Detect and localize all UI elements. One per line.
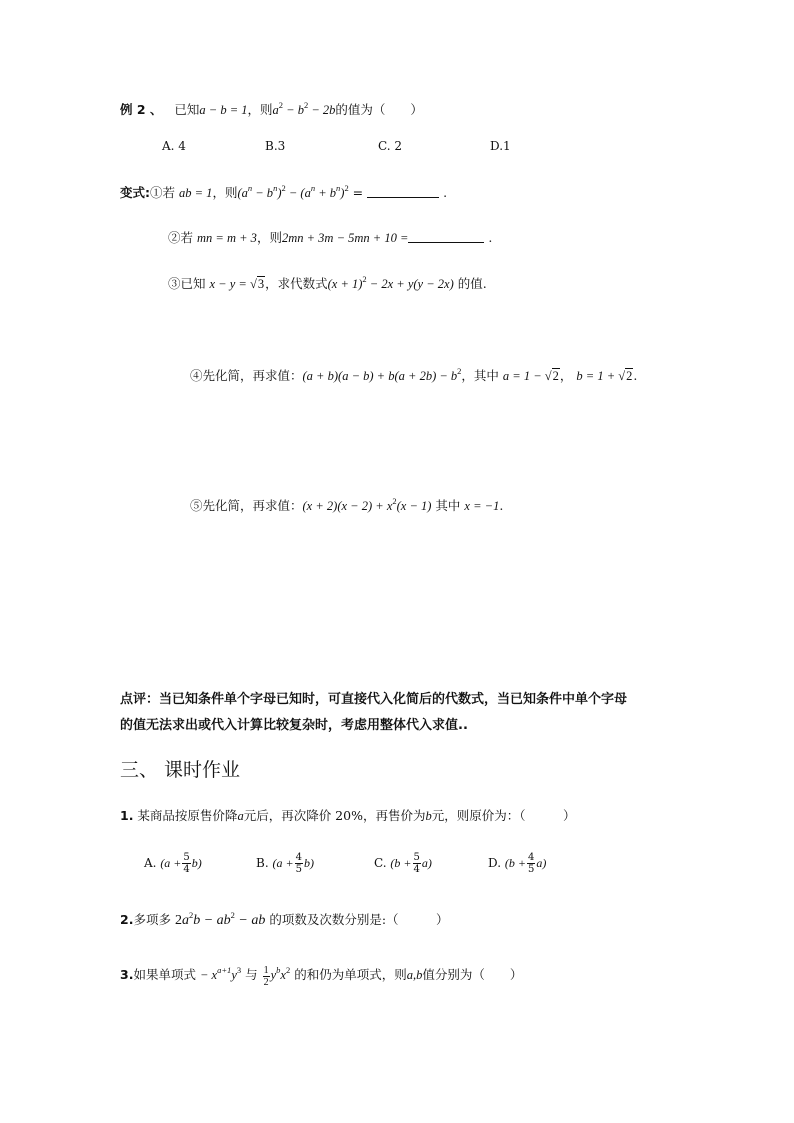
choice-d-tail: a) [536, 856, 547, 870]
hw-q1-choice-b [256, 850, 314, 876]
comment-line-1: 点评：当已知条件单个字母已知时，可直接代入化简后的代数式，当已知条件中单个字母 [120, 692, 628, 707]
variant-q2 [168, 228, 492, 248]
hw-q3-num: 3. [120, 967, 134, 982]
variant-q1 [120, 183, 447, 203]
variant-q2-blank [408, 230, 484, 243]
variant-q4-num: ④先化简，再求值： [190, 368, 303, 383]
hw-q3 [120, 962, 522, 988]
variant-q5-expression: $(x + 2)(x - 2) + x^2(x - 1)$ [302, 496, 432, 513]
hw-q2-num: 2. [120, 912, 134, 927]
hw-q2 [120, 910, 449, 931]
variant-label: 变式: [120, 185, 150, 200]
variant-q4-text-1: ，其中 [461, 368, 499, 383]
choice-b-tail: b) [303, 856, 314, 870]
variant-q3-expression: $(x + 1)^2 - 2x + y(y - 2x)$ [327, 274, 454, 291]
hw-q2-text-2: 的项数及次数分别是:（ ） [269, 912, 449, 927]
choice-d-fraction [527, 852, 535, 875]
variant-q1-num: ①若 [150, 185, 176, 200]
variant-q3-text-2: 的值. [457, 276, 487, 291]
choice-c-tail: a) [421, 856, 432, 870]
variant-q1-end: . [439, 185, 448, 200]
variant-q4-end: . [633, 368, 638, 383]
variant-q5-x-value: x = −1 [464, 499, 500, 513]
hw-q1-text-2: 元后，再次降价 20%，再售价为 [243, 808, 426, 823]
hw-q3-monomial-1: − $x^{a+1}y^3$ [199, 965, 242, 982]
example2-text-3: 的值为（ ） [335, 102, 423, 117]
hw-q1-choice-a [144, 850, 202, 876]
choice-c-label: C. [374, 856, 387, 870]
section-title: 三、 课时作业 [120, 759, 241, 781]
hw-q2-text-1: 多项多 [133, 912, 171, 927]
variant-q5-num: ⑤先化简，再求值： [190, 498, 303, 513]
hw-q1 [120, 806, 575, 826]
hw-q1-text-3: 元，则原价为：（ ） [431, 808, 576, 823]
choice-d-numerator: 4 [527, 852, 535, 863]
variant-q1-blank [367, 185, 439, 198]
example2-choice-a: A. 4 [162, 139, 186, 153]
choice-c-numerator: 5 [413, 852, 420, 863]
hw-q1-var-a: a [237, 809, 244, 823]
comment-line-2: 的值无法求出或代入计算比较复杂时，考虑用整体代入求值.. [120, 718, 468, 733]
example2-question [120, 100, 423, 120]
choice-a-lead: (a + [160, 856, 182, 870]
example2-text-1: 已知 [174, 102, 200, 117]
variant-q2-text: ，则 [256, 230, 282, 245]
hw-q3-monomial-2: $\frac{1}{2}$ $y^bx^2$ [263, 964, 291, 988]
hw-q1-choice-d [488, 850, 546, 876]
variant-q3 [168, 274, 487, 294]
example2-choice-c: C. 2 [378, 139, 403, 153]
choice-a-label: A. [144, 856, 157, 870]
choice-b-fraction [295, 852, 303, 875]
choice-a-denominator: 4 [183, 864, 190, 875]
hw-q3-text-3: 的和仍为单项式，则 [294, 967, 407, 982]
variant-q2-num: ②若 [168, 230, 194, 245]
choice-a-tail: b) [191, 856, 202, 870]
example2-text-2: ，则 [247, 102, 273, 117]
variant-q2-expression: 2mn + 3m − 5mn + 10 = [281, 231, 409, 245]
example2-expression: $a^2 - b^2 - 2b$ [272, 100, 336, 117]
example2-condition: a − b = 1 [199, 103, 248, 117]
choice-c-fraction [413, 852, 421, 875]
variant-q4-b-value: b = 1 + √2 [576, 369, 633, 383]
choice-b-label: B. [256, 856, 269, 870]
hw-q3-text-1: 如果单项式 [133, 967, 196, 982]
hw-q1-var-b: b [425, 809, 432, 823]
variant-q4-text-2: ， [559, 368, 573, 383]
variant-q5-end: . [499, 498, 504, 513]
example2-choice-d: D.1 [490, 139, 511, 153]
choice-b-denominator: 5 [295, 864, 302, 875]
variant-q5-text: 其中 [435, 498, 461, 513]
variant-q4 [190, 366, 637, 386]
variant-q3-condition: x − y = √3 [209, 277, 265, 291]
variant-q1-equals: = [348, 185, 364, 200]
variant-q3-text-1: ，求代数式 [265, 276, 328, 291]
choice-c-denominator: 4 [413, 864, 420, 875]
variant-q3-num: ③已知 [168, 276, 206, 291]
hw-q3-text-2: 与 [245, 967, 258, 982]
hw-q3-text-4: 值分别为（ ） [422, 967, 523, 982]
variant-q2-condition: mn = m + 3 [197, 231, 257, 245]
choice-d-label: D. [488, 856, 502, 870]
variant-q4-expression: $(a + b)(a - b) + b(a + 2b) - b^2$ [302, 366, 462, 383]
variant-q1-text: ，则 [212, 185, 238, 200]
hw-q1-num: 1. [120, 808, 134, 823]
choice-b-lead: (a + [272, 856, 294, 870]
choice-c-lead: (b + [390, 856, 412, 870]
variant-q4-a-value: a = 1 − √2 [502, 369, 559, 383]
example2-label: 例 2 、 [120, 102, 163, 117]
choice-a-numerator: 5 [183, 852, 190, 863]
choice-d-denominator: 5 [527, 864, 535, 875]
hw-q1-choice-c [374, 850, 432, 876]
hw-q3-vars: a,b [406, 968, 423, 982]
choice-a-fraction [182, 852, 190, 875]
choice-b-numerator: 4 [295, 852, 302, 863]
choice-d-lead: (b + [504, 856, 526, 870]
variant-q2-end: . [484, 230, 493, 245]
hw-q1-text-1: 某商品按原售价降 [133, 808, 238, 823]
variant-q5 [190, 496, 503, 516]
variant-q1-expression: $(a^n - b^n)^2 - (a^n + b^n)^2$ [237, 183, 349, 200]
example2-choice-b: B.3 [265, 139, 286, 153]
hw-q2-polynomial: $2a^2b - ab^2$ − ab [174, 910, 266, 928]
variant-q1-condition: ab = 1 [179, 186, 213, 200]
